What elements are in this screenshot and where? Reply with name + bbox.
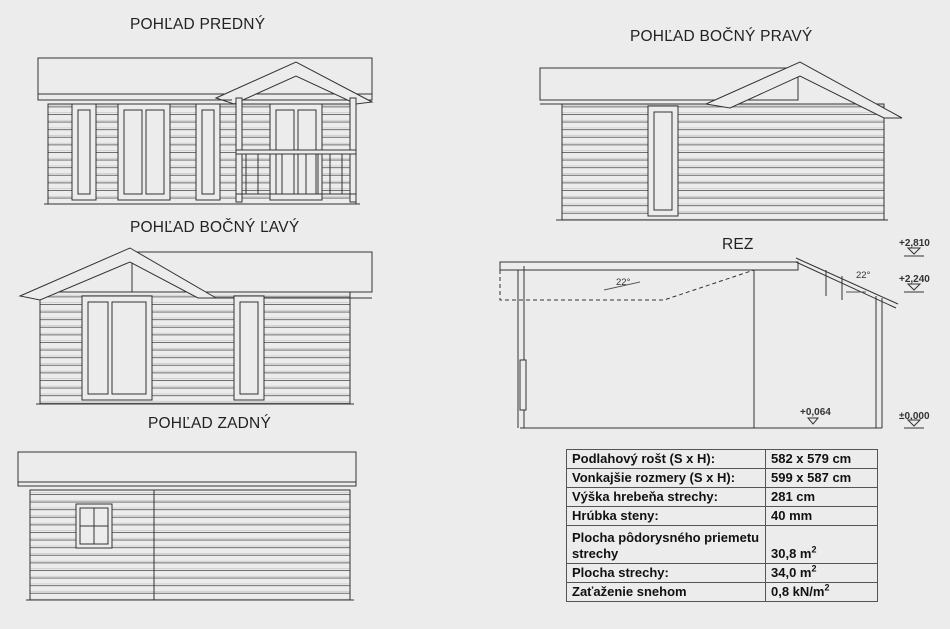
spec-value: 281 cm bbox=[766, 488, 878, 507]
spec-label: Podlahový rošt (S x H): bbox=[567, 450, 766, 469]
table-row bbox=[567, 488, 878, 507]
section-view-title: REZ bbox=[722, 236, 754, 253]
table-row bbox=[567, 507, 878, 526]
table-row bbox=[567, 526, 878, 564]
section-angle-left: 22° bbox=[616, 277, 631, 288]
spec-value-text: 34,0 m bbox=[771, 565, 812, 580]
spec-label: Plocha pôdorysného priemetu strechy bbox=[567, 526, 766, 564]
right-side-view-drawing bbox=[540, 62, 902, 220]
spec-value: 40 mm bbox=[766, 507, 878, 526]
spec-label: Vonkajšie rozmery (S x H): bbox=[567, 469, 766, 488]
spec-value: 599 x 587 cm bbox=[766, 469, 878, 488]
table-row bbox=[567, 450, 878, 469]
front-view-title: POHĽAD PREDNÝ bbox=[130, 16, 266, 33]
section-angle-right: 22° bbox=[856, 270, 871, 281]
spec-value-unit-exponent: 2 bbox=[811, 563, 817, 574]
spec-label: Hrúbka steny: bbox=[567, 507, 766, 526]
spec-label: Výška hrebeňa strechy: bbox=[567, 488, 766, 507]
specifications-table bbox=[566, 449, 878, 602]
spec-value-text: 30,8 m bbox=[771, 546, 812, 561]
back-view-title: POHĽAD ZADNÝ bbox=[148, 415, 271, 432]
spec-value bbox=[766, 583, 878, 602]
spec-value: 582 x 579 cm bbox=[766, 450, 878, 469]
floor-level-label: +0,064 bbox=[800, 407, 831, 418]
spec-label: Zaťaženie snehom bbox=[567, 583, 766, 602]
back-view-drawing bbox=[18, 452, 356, 600]
spec-value-unit-exponent: 2 bbox=[811, 544, 817, 555]
left-side-view-title: POHĽAD BOČNÝ ĽAVÝ bbox=[130, 219, 300, 236]
front-view-drawing bbox=[38, 58, 372, 204]
spec-label: Plocha strechy: bbox=[567, 564, 766, 583]
spec-value-unit-exponent: 2 bbox=[824, 582, 830, 593]
eave-level-label: +2,240 bbox=[899, 274, 930, 285]
right-side-view-title: POHĽAD BOČNÝ PRAVÝ bbox=[630, 28, 813, 45]
spec-value-text: 0,8 kN/m bbox=[771, 584, 825, 599]
ridge-level-label: +2,810 bbox=[899, 238, 930, 249]
left-side-view-drawing bbox=[20, 248, 372, 404]
table-row bbox=[567, 583, 878, 602]
table-row bbox=[567, 564, 878, 583]
spec-value bbox=[766, 526, 878, 564]
table-row bbox=[567, 469, 878, 488]
ground-level-label: ±0,000 bbox=[899, 411, 930, 422]
spec-value bbox=[766, 564, 878, 583]
